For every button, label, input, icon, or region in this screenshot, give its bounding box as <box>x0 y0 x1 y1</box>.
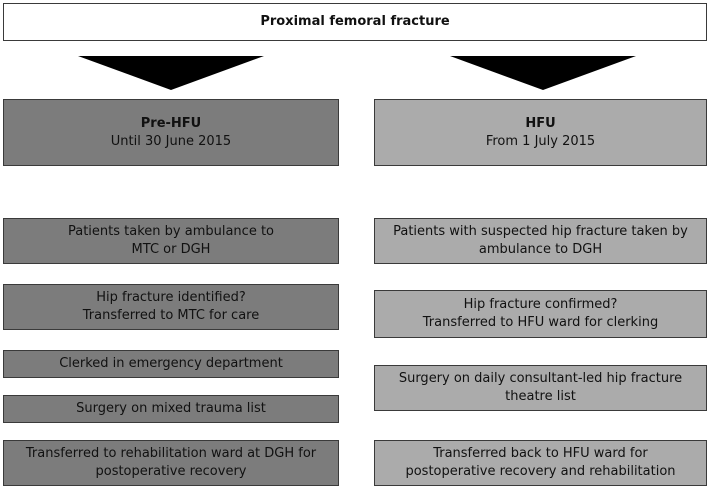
pre-hfu-step-2: Hip fracture identified? Transferred to MTC for care <box>3 284 339 330</box>
hfu-header <box>374 99 707 166</box>
hfu-heading: HFU <box>525 115 556 131</box>
hfu-step-1: Patients with suspected hip fracture taken by ambulance to DGH <box>374 218 707 264</box>
left-down-arrow <box>78 56 264 90</box>
pre-hfu-step-3: Clerked in emergency department <box>3 350 339 378</box>
pre-hfu-subheading: Until 30 June 2015 <box>110 133 232 149</box>
hfu-subheading: From 1 July 2015 <box>485 133 596 149</box>
hfu-step-3: Surgery on daily consultant-led hip fracture theatre list <box>374 365 707 411</box>
hfu-step-4: Transferred back to HFU ward for postoperative recovery and rehabilitation <box>374 440 707 486</box>
pre-hfu-header <box>3 99 339 166</box>
right-down-arrow <box>450 56 636 90</box>
hfu-step-2: Hip fracture confirmed? Transferred to HFU ward for clerking <box>374 290 707 338</box>
pre-hfu-step-4: Surgery on mixed trauma list <box>3 395 339 423</box>
pre-hfu-step-5: Transferred to rehabilitation ward at DGH for postoperative recovery <box>3 440 339 486</box>
pre-hfu-step-1: Patients taken by ambulance to MTC or DGH <box>3 218 339 264</box>
diagram-title: Proximal femoral fracture <box>260 14 450 29</box>
pre-hfu-heading: Pre-HFU <box>140 115 202 131</box>
title-box <box>3 3 707 41</box>
